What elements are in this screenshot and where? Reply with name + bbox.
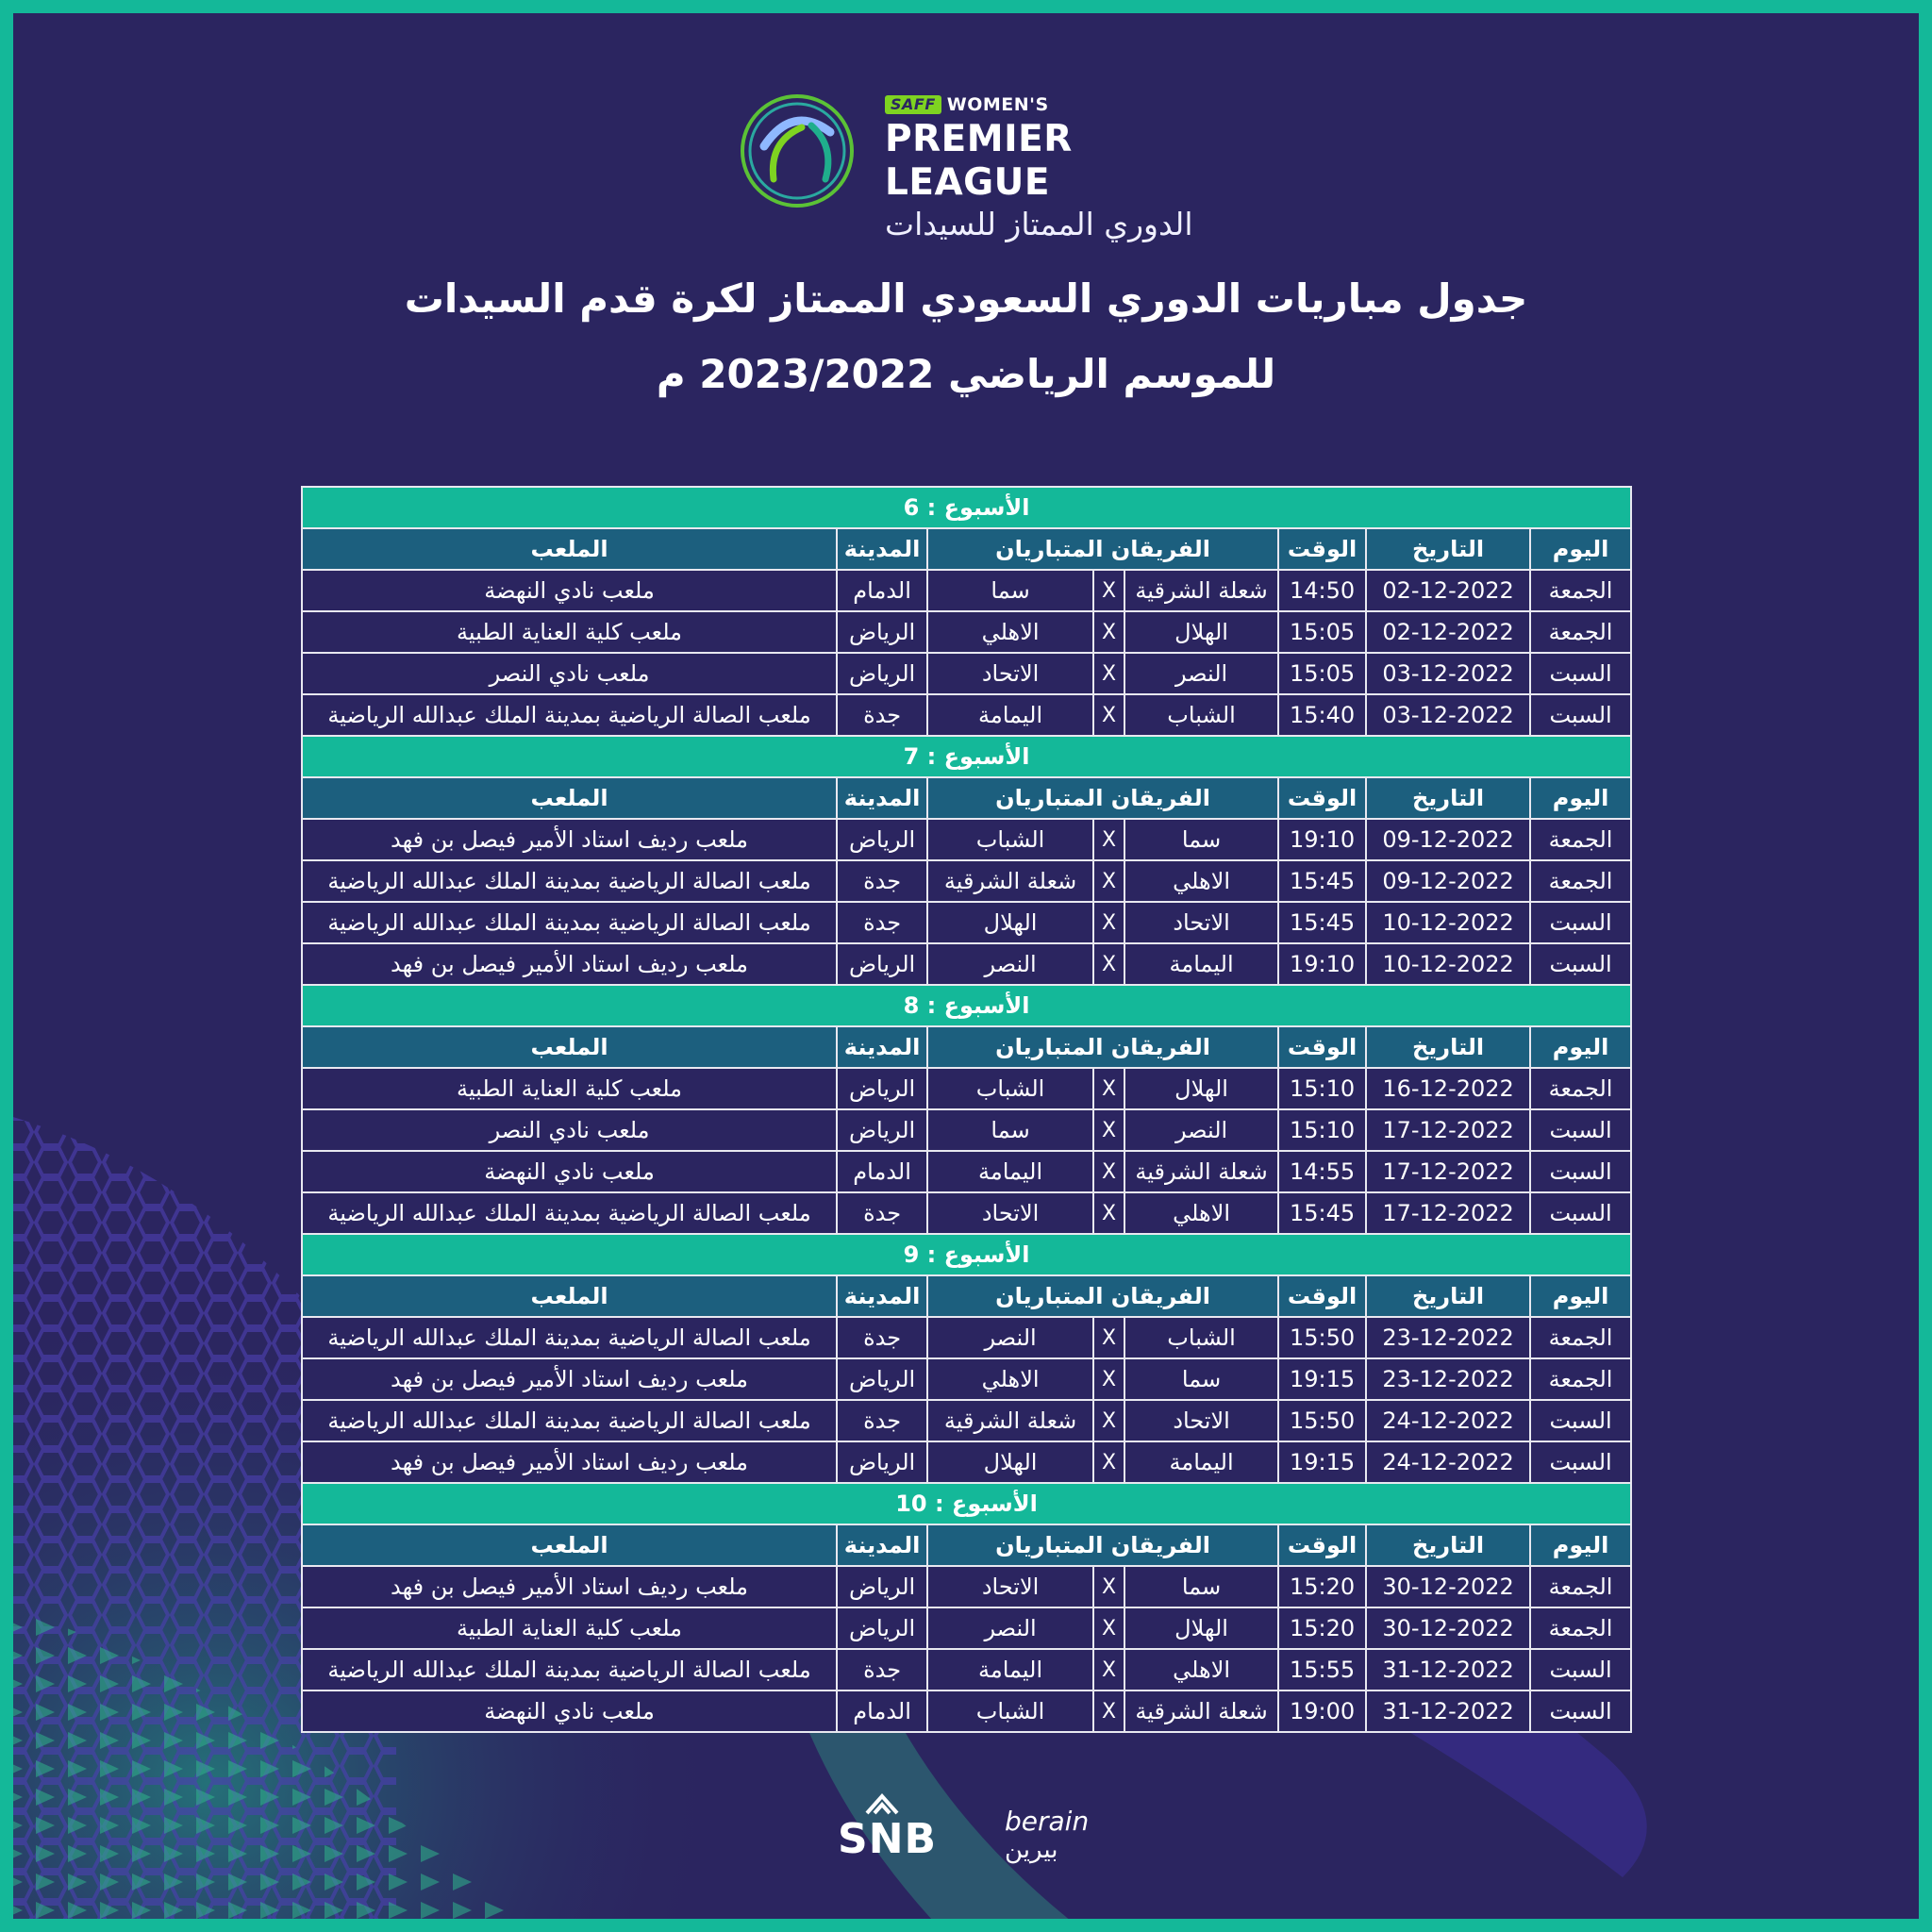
cell-stadium: ملعب الصالة الرياضية بمدينة الملك عبدالله الرياضية (302, 1649, 837, 1690)
cell-day: الجمعة (1530, 570, 1631, 611)
cell-date: 17-12-2022 (1366, 1151, 1530, 1192)
column-header-row (302, 777, 1631, 819)
logo-wordmark (885, 93, 1224, 244)
column-header-row (302, 528, 1631, 570)
cell-date: 03-12-2022 (1366, 694, 1530, 736)
cell-day: السبت (1530, 653, 1631, 694)
header-teams: الفريقان المتباريان (927, 528, 1278, 570)
cell-day: السبت (1530, 1109, 1631, 1151)
cell-vs-marker: X (1093, 1068, 1124, 1109)
header-teams: الفريقان المتباريان (927, 1026, 1278, 1068)
cell-vs-marker: X (1093, 819, 1124, 860)
cell-city: الرياض (837, 1109, 927, 1151)
cell-away-team: الاتحاد (927, 1566, 1093, 1607)
header-time: الوقت (1278, 1026, 1366, 1068)
table-row (302, 1566, 1631, 1607)
saff-badge: SAFF (885, 95, 941, 114)
cell-date: 09-12-2022 (1366, 819, 1530, 860)
header-stadium: الملعب (302, 1275, 837, 1317)
cell-home-team: اليمامة (1124, 1441, 1278, 1483)
header-stadium: الملعب (302, 1524, 837, 1566)
cell-date: 30-12-2022 (1366, 1566, 1530, 1607)
league-logo (736, 90, 1226, 242)
cell-date: 02-12-2022 (1366, 570, 1530, 611)
cell-city: جدة (837, 860, 927, 902)
cell-city: الرياض (837, 1068, 927, 1109)
cell-day: الجمعة (1530, 1607, 1631, 1649)
cell-city: الرياض (837, 611, 927, 653)
column-header-row (302, 1026, 1631, 1068)
header-stadium: الملعب (302, 528, 837, 570)
table-row (302, 1607, 1631, 1649)
cell-vs-marker: X (1093, 1317, 1124, 1358)
cell-away-team: اليمامة (927, 694, 1093, 736)
match-schedule-table (301, 486, 1632, 1733)
cell-time: 14:50 (1278, 570, 1366, 611)
cell-stadium: ملعب رديف استاد الأمير فيصل بن فهد (302, 1441, 837, 1483)
week-label: الأسبوع : 9 (302, 1234, 1631, 1275)
cell-time: 15:45 (1278, 1192, 1366, 1234)
header-time: الوقت (1278, 1275, 1366, 1317)
cell-vs-marker: X (1093, 1400, 1124, 1441)
week-header-row (302, 1234, 1631, 1275)
header-date: التاريخ (1366, 777, 1530, 819)
cell-away-team: الاتحاد (927, 653, 1093, 694)
cell-home-team: الاهلي (1124, 1649, 1278, 1690)
cell-date: 17-12-2022 (1366, 1192, 1530, 1234)
cell-home-team: سما (1124, 819, 1278, 860)
cell-vs-marker: X (1093, 694, 1124, 736)
header-day: اليوم (1530, 1524, 1631, 1566)
table-row (302, 1068, 1631, 1109)
table-row (302, 902, 1631, 943)
cell-time: 15:05 (1278, 653, 1366, 694)
cell-vs-marker: X (1093, 1566, 1124, 1607)
header-city: المدينة (837, 777, 927, 819)
column-header-row (302, 1275, 1631, 1317)
cell-day: الجمعة (1530, 611, 1631, 653)
cell-stadium: ملعب الصالة الرياضية بمدينة الملك عبدالله الرياضية (302, 860, 837, 902)
cell-stadium: ملعب رديف استاد الأمير فيصل بن فهد (302, 819, 837, 860)
header-day: اليوم (1530, 777, 1631, 819)
cell-away-team: سما (927, 1109, 1093, 1151)
cell-stadium: ملعب كلية العناية الطبية (302, 1607, 837, 1649)
cell-vs-marker: X (1093, 943, 1124, 985)
cell-away-team: الاتحاد (927, 1192, 1093, 1234)
cell-home-team: شعلة الشرقية (1124, 570, 1278, 611)
cell-city: جدة (837, 1192, 927, 1234)
header-stadium: الملعب (302, 777, 837, 819)
cell-vs-marker: X (1093, 1192, 1124, 1234)
header-time: الوقت (1278, 1524, 1366, 1566)
cell-time: 15:45 (1278, 902, 1366, 943)
cell-home-team: النصر (1124, 653, 1278, 694)
table-row (302, 1400, 1631, 1441)
cell-day: السبت (1530, 1649, 1631, 1690)
week-label: الأسبوع : 10 (302, 1483, 1631, 1524)
table-row (302, 694, 1631, 736)
cell-away-team: اليمامة (927, 1649, 1093, 1690)
cell-home-team: الاهلي (1124, 1192, 1278, 1234)
cell-home-team: الهلال (1124, 1607, 1278, 1649)
table-row (302, 819, 1631, 860)
cell-vs-marker: X (1093, 1358, 1124, 1400)
cell-day: السبت (1530, 1400, 1631, 1441)
cell-vs-marker: X (1093, 570, 1124, 611)
cell-date: 24-12-2022 (1366, 1441, 1530, 1483)
cell-time: 19:15 (1278, 1441, 1366, 1483)
womens-label: WOMEN'S (946, 94, 1049, 115)
cell-date: 10-12-2022 (1366, 943, 1530, 985)
berain-logo-arabic: بيرين (1005, 1836, 1058, 1864)
cell-home-team: الشباب (1124, 694, 1278, 736)
league-name-arabic: الدوري الممتاز للسيدات (885, 206, 1193, 242)
league-name-english: PREMIER LEAGUE (885, 118, 1073, 204)
cell-time: 15:10 (1278, 1109, 1366, 1151)
cell-city: الرياض (837, 1607, 927, 1649)
cell-stadium: ملعب رديف استاد الأمير فيصل بن فهد (302, 1358, 837, 1400)
cell-day: الجمعة (1530, 1358, 1631, 1400)
cell-time: 15:50 (1278, 1317, 1366, 1358)
cell-vs-marker: X (1093, 611, 1124, 653)
column-header-row (302, 1524, 1631, 1566)
cell-day: الجمعة (1530, 819, 1631, 860)
cell-stadium: ملعب كلية العناية الطبية (302, 1068, 837, 1109)
cell-time: 15:20 (1278, 1607, 1366, 1649)
header-date: التاريخ (1366, 528, 1530, 570)
cell-city: الرياض (837, 819, 927, 860)
cell-date: 31-12-2022 (1366, 1649, 1530, 1690)
table-row (302, 943, 1631, 985)
header-city: المدينة (837, 528, 927, 570)
cell-away-team: الهلال (927, 1441, 1093, 1483)
cell-home-team: سما (1124, 1358, 1278, 1400)
cell-day: الجمعة (1530, 860, 1631, 902)
cell-away-team: شعلة الشرقية (927, 860, 1093, 902)
cell-date: 17-12-2022 (1366, 1109, 1530, 1151)
cell-date: 16-12-2022 (1366, 1068, 1530, 1109)
cell-date: 23-12-2022 (1366, 1358, 1530, 1400)
cell-stadium: ملعب رديف استاد الأمير فيصل بن فهد (302, 1566, 837, 1607)
cell-city: الرياض (837, 1566, 927, 1607)
berain-logo-english: berain (1005, 1806, 1090, 1837)
cell-away-team: النصر (927, 943, 1093, 985)
cell-home-team: سما (1124, 1566, 1278, 1607)
cell-away-team: الشباب (927, 1690, 1093, 1732)
cell-city: جدة (837, 694, 927, 736)
cell-away-team: الاهلي (927, 1358, 1093, 1400)
header-teams: الفريقان المتباريان (927, 1275, 1278, 1317)
cell-vs-marker: X (1093, 1151, 1124, 1192)
cell-away-team: النصر (927, 1607, 1093, 1649)
cell-date: 03-12-2022 (1366, 653, 1530, 694)
cell-away-team: الهلال (927, 902, 1093, 943)
cell-time: 15:10 (1278, 1068, 1366, 1109)
week-label: الأسبوع : 8 (302, 985, 1631, 1026)
cell-home-team: شعلة الشرقية (1124, 1690, 1278, 1732)
cell-city: جدة (837, 1649, 927, 1690)
week-header-row (302, 1483, 1631, 1524)
cell-date: 31-12-2022 (1366, 1690, 1530, 1732)
cell-city: جدة (837, 902, 927, 943)
header-stadium: الملعب (302, 1026, 837, 1068)
cell-time: 15:40 (1278, 694, 1366, 736)
header-day: اليوم (1530, 528, 1631, 570)
cell-vs-marker: X (1093, 1607, 1124, 1649)
cell-city: الرياض (837, 1358, 927, 1400)
cell-time: 15:55 (1278, 1649, 1366, 1690)
table-row (302, 1151, 1631, 1192)
cell-city: الرياض (837, 653, 927, 694)
cell-vs-marker: X (1093, 1690, 1124, 1732)
cell-stadium: ملعب نادي النصر (302, 653, 837, 694)
season-subtitle: للموسم الرياضي 2023/2022 م (656, 351, 1276, 397)
table-row (302, 1649, 1631, 1690)
cell-stadium: ملعب نادي النهضة (302, 1690, 837, 1732)
cell-time: 19:15 (1278, 1358, 1366, 1400)
snb-logo-icon (863, 1790, 901, 1815)
cell-away-team: سما (927, 570, 1093, 611)
week-header-row (302, 736, 1631, 777)
league-emblem-icon (736, 90, 858, 212)
cell-time: 15:50 (1278, 1400, 1366, 1441)
cell-home-team: الاتحاد (1124, 1400, 1278, 1441)
cell-date: 23-12-2022 (1366, 1317, 1530, 1358)
header-day: اليوم (1530, 1275, 1631, 1317)
week-label: الأسبوع : 7 (302, 736, 1631, 777)
cell-vs-marker: X (1093, 860, 1124, 902)
cell-day: الجمعة (1530, 1566, 1631, 1607)
cell-time: 15:05 (1278, 611, 1366, 653)
cell-day: الجمعة (1530, 1317, 1631, 1358)
table-row (302, 1690, 1631, 1732)
cell-day: السبت (1530, 1690, 1631, 1732)
header-time: الوقت (1278, 528, 1366, 570)
table-row (302, 1192, 1631, 1234)
cell-stadium: ملعب الصالة الرياضية بمدينة الملك عبدالله الرياضية (302, 694, 837, 736)
cell-date: 02-12-2022 (1366, 611, 1530, 653)
cell-date: 30-12-2022 (1366, 1607, 1530, 1649)
table-row (302, 1317, 1631, 1358)
cell-vs-marker: X (1093, 1441, 1124, 1483)
cell-stadium: ملعب كلية العناية الطبية (302, 611, 837, 653)
cell-city: الرياض (837, 1441, 927, 1483)
cell-day: السبت (1530, 1441, 1631, 1483)
cell-home-team: الهلال (1124, 1068, 1278, 1109)
cell-time: 15:45 (1278, 860, 1366, 902)
cell-day: السبت (1530, 1192, 1631, 1234)
week-label: الأسبوع : 6 (302, 487, 1631, 528)
cell-vs-marker: X (1093, 902, 1124, 943)
cell-stadium: ملعب رديف استاد الأمير فيصل بن فهد (302, 943, 837, 985)
cell-away-team: الشباب (927, 1068, 1093, 1109)
cell-day: السبت (1530, 1151, 1631, 1192)
cell-city: الرياض (837, 943, 927, 985)
cell-time: 19:10 (1278, 943, 1366, 985)
header-teams: الفريقان المتباريان (927, 777, 1278, 819)
cell-home-team: الشباب (1124, 1317, 1278, 1358)
cell-day: السبت (1530, 902, 1631, 943)
cell-city: جدة (837, 1400, 927, 1441)
header-day: اليوم (1530, 1026, 1631, 1068)
cell-away-team: الشباب (927, 819, 1093, 860)
table-row (302, 653, 1631, 694)
cell-day: السبت (1530, 943, 1631, 985)
cell-city: الدمام (837, 570, 927, 611)
header-city: المدينة (837, 1026, 927, 1068)
header-date: التاريخ (1366, 1275, 1530, 1317)
cell-home-team: النصر (1124, 1109, 1278, 1151)
cell-stadium: ملعب الصالة الرياضية بمدينة الملك عبدالله الرياضية (302, 1192, 837, 1234)
cell-time: 14:55 (1278, 1151, 1366, 1192)
cell-stadium: ملعب الصالة الرياضية بمدينة الملك عبدالله الرياضية (302, 1317, 837, 1358)
cell-stadium: ملعب الصالة الرياضية بمدينة الملك عبدالله الرياضية (302, 902, 837, 943)
table-row (302, 1358, 1631, 1400)
table-row (302, 860, 1631, 902)
berain-logo (1005, 1807, 1108, 1864)
cell-away-team: اليمامة (927, 1151, 1093, 1192)
cell-time: 19:00 (1278, 1690, 1366, 1732)
header-city: المدينة (837, 1524, 927, 1566)
cell-vs-marker: X (1093, 653, 1124, 694)
snb-logo-text: SNB (838, 1815, 938, 1863)
page-title: جدول مباريات الدوري السعودي الممتاز لكرة قدم السيدات (404, 275, 1528, 322)
cell-city: جدة (837, 1317, 927, 1358)
cell-stadium: ملعب الصالة الرياضية بمدينة الملك عبدالله الرياضية (302, 1400, 837, 1441)
cell-home-team: الاهلي (1124, 860, 1278, 902)
cell-stadium: ملعب نادي النصر (302, 1109, 837, 1151)
cell-city: الدمام (837, 1690, 927, 1732)
cell-vs-marker: X (1093, 1109, 1124, 1151)
cell-home-team: الهلال (1124, 611, 1278, 653)
cell-time: 15:20 (1278, 1566, 1366, 1607)
cell-day: الجمعة (1530, 1068, 1631, 1109)
header-date: التاريخ (1366, 1026, 1530, 1068)
table-row (302, 611, 1631, 653)
table-row (302, 1441, 1631, 1483)
cell-away-team: شعلة الشرقية (927, 1400, 1093, 1441)
cell-vs-marker: X (1093, 1649, 1124, 1690)
cell-stadium: ملعب نادي النهضة (302, 1151, 837, 1192)
cell-home-team: اليمامة (1124, 943, 1278, 985)
cell-day: السبت (1530, 694, 1631, 736)
cell-date: 10-12-2022 (1366, 902, 1530, 943)
week-header-row (302, 487, 1631, 528)
cell-away-team: الاهلي (927, 611, 1093, 653)
cell-home-team: الاتحاد (1124, 902, 1278, 943)
cell-time: 19:10 (1278, 819, 1366, 860)
header-date: التاريخ (1366, 1524, 1530, 1566)
cell-date: 09-12-2022 (1366, 860, 1530, 902)
header-teams: الفريقان المتباريان (927, 1524, 1278, 1566)
cell-date: 24-12-2022 (1366, 1400, 1530, 1441)
cell-away-team: النصر (927, 1317, 1093, 1358)
header-time: الوقت (1278, 777, 1366, 819)
cell-stadium: ملعب نادي النهضة (302, 570, 837, 611)
week-header-row (302, 985, 1631, 1026)
cell-home-team: شعلة الشرقية (1124, 1151, 1278, 1192)
table-row (302, 570, 1631, 611)
sponsors (830, 1790, 1113, 1866)
table-row (302, 1109, 1631, 1151)
header-city: المدينة (837, 1275, 927, 1317)
cell-city: الدمام (837, 1151, 927, 1192)
